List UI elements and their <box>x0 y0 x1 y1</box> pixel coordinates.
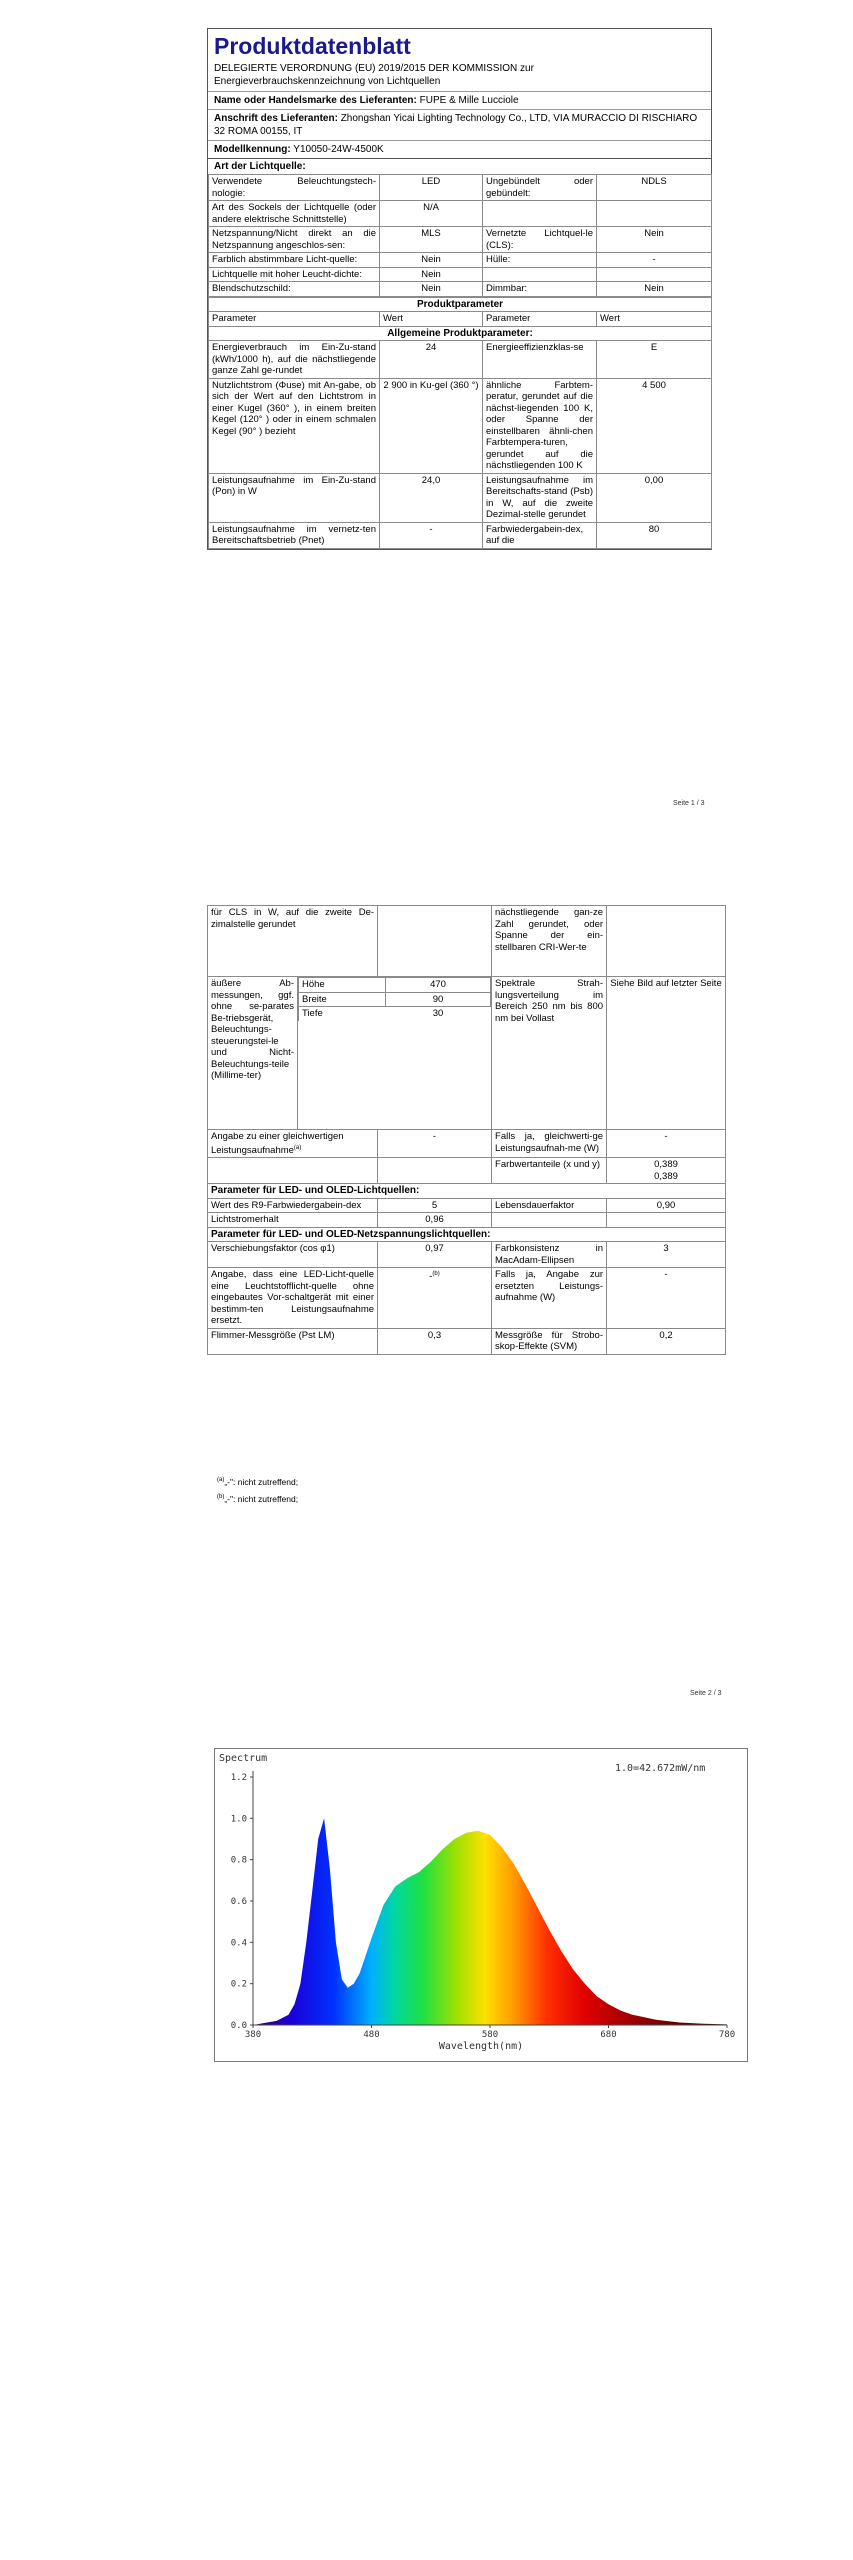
table-row <box>209 341 712 379</box>
param-value: 0,90 <box>607 1198 726 1213</box>
table-row <box>209 253 712 268</box>
param-label <box>483 201 597 227</box>
x-tick-label: 780 <box>718 2030 736 2040</box>
x-tick-label: 580 <box>481 2030 499 2040</box>
x-tick-label: 480 <box>363 2030 380 2040</box>
param-value: 2 900 in Ku-gel (360 °) <box>380 378 483 473</box>
param-label: Art des Sockels der Lichtquelle (oder andere elektrische Schnittstelle) <box>209 201 380 227</box>
supplier-address-value: Zhongshan Yicai Lighting Technology Co., LTD, VIA MURACCIO DI RISCHIARO 32 ROMA 00155, IT <box>214 113 698 137</box>
table-row <box>209 201 712 227</box>
dimension-label: Tiefe <box>299 1007 386 1021</box>
dimensions-label: äußere Ab-messungen, ggf. ohne se-parates Be-triebsgerät, Beleuchtungs-steuerungstei-le und Nicht-Beleuchtungs-teile (Millime-ter) <box>208 977 298 1130</box>
param-label: Dimmbar: <box>483 282 597 297</box>
table-row <box>209 175 712 201</box>
footnote-text: „-": nicht zutreffend; <box>224 1494 299 1504</box>
dimension-value: 30 <box>432 1008 444 1019</box>
spectrum-chart-svg <box>215 1749 747 2061</box>
table-row <box>209 282 712 297</box>
param-label: Nutzlichtstrom (Φuse) mit An-gabe, ob sich der Wert auf den Lichtstrom in einer Kugel (360° ), in einem breiten Kegel (120° ) oder in einem schmalen Kegel (90° ) bezieht <box>209 378 380 473</box>
param-value: Nein <box>380 253 483 268</box>
param-value: 3 <box>607 1242 726 1268</box>
empty-cell <box>378 1158 492 1184</box>
spectral-distribution-value: Siehe Bild auf letzter Seite <box>607 977 726 1130</box>
equivalent-power-label <box>208 1130 378 1158</box>
regulation-text <box>208 62 711 91</box>
equivalent-power-value: - <box>378 1130 492 1158</box>
footnote-text: „-": nicht zutreffend; <box>224 1477 299 1487</box>
section-heading: Allgemeine Produktparameter: <box>209 326 712 341</box>
y-tick-label: 0.6 <box>230 1897 247 1907</box>
param-value: Nein <box>597 282 712 297</box>
dimension-value: 90 <box>386 992 491 1007</box>
param-value: - <box>607 1268 726 1329</box>
param-value: 5 <box>378 1198 492 1213</box>
param-label: Lichtstromerhalt <box>208 1213 378 1228</box>
param-label: Hülle: <box>483 253 597 268</box>
page-1 <box>0 0 853 830</box>
param-label: Lebensdauerfaktor <box>492 1198 607 1213</box>
param-value: Nein <box>380 282 483 297</box>
table-row <box>208 1227 726 1242</box>
footnote-marker: (b) <box>432 1271 440 1278</box>
product-parameters-table <box>208 297 712 549</box>
table-row <box>208 906 726 977</box>
param-value: E <box>597 341 712 379</box>
supplier-name-value: FUPE & Mille Lucciole <box>419 95 519 106</box>
chromaticity-y: 0,389 <box>654 1170 678 1182</box>
param-value: 24,0 <box>380 473 483 522</box>
dimensions-cell <box>298 977 492 1130</box>
x-tick-label: 680 <box>600 2030 617 2040</box>
param-label: Lichtquelle mit hoher Leucht-dichte: <box>209 267 380 282</box>
chromaticity-x: 0,389 <box>654 1159 678 1171</box>
table-row <box>208 1213 726 1228</box>
param-label: Farblich abstimmbare Licht-quelle: <box>209 253 380 268</box>
param-value: 0,96 <box>378 1213 492 1228</box>
table-row <box>209 297 712 312</box>
table-row <box>208 1268 726 1329</box>
spectrum-chart <box>214 1748 748 2062</box>
param-value: 80 <box>597 522 712 548</box>
param-label: Energieeffizienzklas-se <box>483 341 597 379</box>
y-tick-label: 0.0 <box>230 2021 247 2031</box>
param-label: nächstliegende gan-ze Zahl gerundet, oder Spanne der ein-stellbaren CRI-Wer-te <box>492 906 607 977</box>
table-row <box>209 473 712 522</box>
param-value: - <box>597 253 712 268</box>
dimensions-table <box>298 977 491 1021</box>
model-row <box>208 140 711 158</box>
model-label: Modellkennung: <box>214 144 291 155</box>
light-source-type-table <box>208 174 712 297</box>
dimension-row <box>299 992 491 1007</box>
section-heading: Parameter für LED- und OLED-Lichtquellen: <box>208 1184 726 1199</box>
table-row <box>208 1184 726 1199</box>
param-label: Messgröße für Strobo-skop-Effekte (SVM) <box>492 1328 607 1354</box>
table-row <box>209 326 712 341</box>
chromaticity-values <box>607 1158 726 1184</box>
param-label: für CLS in W, auf die zweite De-zimalstelle gerundet <box>208 906 378 977</box>
light-source-type-heading: Art der Lichtquelle: <box>208 158 711 174</box>
param-value: 4 500 <box>597 378 712 473</box>
y-tick-label: 0.4 <box>230 1938 247 1949</box>
table-row <box>209 267 712 282</box>
table-row <box>208 1328 726 1354</box>
param-label: Falls ja, Angabe zur ersetzten Leistungs-aufnahme (W) <box>492 1268 607 1329</box>
param-label: Flimmer-Messgröße (Pst LM) <box>208 1328 378 1354</box>
param-label: Farbkonsistenz in MacAdam-Ellipsen <box>492 1242 607 1268</box>
dimension-label: Höhe <box>299 978 386 993</box>
param-label: Blendschutzschild: <box>209 282 380 297</box>
x-axis-label: Wavelength(nm) <box>438 2041 524 2052</box>
param-label: Angabe, dass eine LED-Licht-quelle eine Leuchtstofflicht-quelle ohne eingebautes Vor-schaltgerät mit einer bestimm-ten Leistungsaufnahme ersetzt. <box>208 1268 378 1329</box>
param-value: 0,3 <box>378 1328 492 1354</box>
table-row <box>208 977 726 1130</box>
param-value <box>597 267 712 282</box>
page-number: Seite 1 / 3 <box>673 800 705 807</box>
x-tick-label: 380 <box>244 2030 262 2040</box>
param-value <box>597 201 712 227</box>
y-tick-label: 0.2 <box>230 1979 247 1990</box>
section-heading: Parameter für LED- und OLED-Netzspannungslichtquellen: <box>208 1227 726 1242</box>
column-header: Wert <box>380 312 483 327</box>
document-title: Produktdatenblatt <box>214 33 411 59</box>
table-row <box>208 1242 726 1268</box>
regulation-line-1: DELEGIERTE VERORDNUNG (EU) 2019/2015 DER KOMMISSION zur <box>214 63 534 74</box>
y-tick-label: 0.8 <box>230 1855 247 1866</box>
param-label: Energieverbrauch im Ein-Zu-stand (kWh/1000 h), auf die nächstliegende ganze Zahl ge-rundet <box>209 341 380 379</box>
equivalent-power-right-value: - <box>607 1130 726 1158</box>
model-value: Y10050-24W-4500K <box>293 144 384 155</box>
param-label: Wert des R9-Farbwiedergabein-dex <box>208 1198 378 1213</box>
chart-annotation: 1.0=42.672mW/nm <box>615 1763 706 1774</box>
product-data-sheet <box>207 28 712 550</box>
table-header-row <box>209 312 712 327</box>
dimension-row <box>299 978 491 993</box>
table-row <box>208 1198 726 1213</box>
chart-title: Spectrum <box>219 1753 268 1764</box>
equivalent-power-text: Angabe zu einer gleichwertigen Leistungsaufnahme <box>211 1131 344 1156</box>
param-label: Netzspannung/Nicht direkt an die Netzspannung angeschlos-sen: <box>209 227 380 253</box>
continued-parameters-table <box>207 905 726 1355</box>
param-value <box>378 906 492 977</box>
supplier-address-row <box>208 109 711 140</box>
param-value: 24 <box>380 341 483 379</box>
chromaticity-label: Farbwertanteile (x und y) <box>492 1158 607 1184</box>
footnote-a <box>217 1477 298 1487</box>
supplier-address-label: Anschrift des Lieferanten: <box>214 113 338 124</box>
equivalent-power-right-label: Falls ja, gleichwerti-ge Leistungsaufnah-me (W) <box>492 1130 607 1158</box>
column-header: Parameter <box>483 312 597 327</box>
param-value: Nein <box>380 267 483 282</box>
param-value <box>378 1268 492 1329</box>
param-label: Ungebündelt oder gebündelt: <box>483 175 597 201</box>
param-value: 0,00 <box>597 473 712 522</box>
param-label: Verwendete Beleuchtungstech-nologie: <box>209 175 380 201</box>
param-label: Vernetzte Lichtquel-le (CLS): <box>483 227 597 253</box>
y-tick-label: 1.2 <box>230 1773 247 1783</box>
table-row <box>209 227 712 253</box>
replace-value: - <box>429 1271 433 1283</box>
spectrum-area <box>253 1818 727 2025</box>
section-heading: Produktparameter <box>209 297 712 312</box>
page-2 <box>0 880 853 1730</box>
column-header: Parameter <box>209 312 380 327</box>
footnote-marker: (a) <box>217 1477 225 1484</box>
footnote-marker: (b) <box>217 1494 225 1501</box>
param-value: LED <box>380 175 483 201</box>
param-label: Leistungsaufnahme im Bereitschafts-stand (Psb) in W, auf die zweite Dezimal-stelle gerundet <box>483 473 597 522</box>
y-tick-label: 1.0 <box>230 1814 247 1825</box>
param-value: MLS <box>380 227 483 253</box>
empty-cell <box>208 1158 378 1184</box>
dimension-row <box>299 1007 491 1021</box>
dimension-value: 470 <box>386 978 491 993</box>
empty-cell <box>492 1213 607 1228</box>
param-label: ähnliche Farbtem-peratur, gerundet auf die nächst-liegenden 100 K, oder Spanne der einstellbaren ähnli-chen Farbtempera-turen, gerundet auf die nächstliegenden 100 K <box>483 378 597 473</box>
footnote-marker: (a) <box>293 1144 302 1151</box>
supplier-name-row <box>208 91 711 109</box>
param-label: Verschiebungsfaktor (cos φ1) <box>208 1242 378 1268</box>
footnote-b <box>217 1494 298 1504</box>
empty-cell <box>607 1213 726 1228</box>
param-label <box>483 267 597 282</box>
param-value <box>607 906 726 977</box>
param-value: 0,2 <box>607 1328 726 1354</box>
table-row <box>208 1130 726 1158</box>
table-row <box>208 1158 726 1184</box>
column-header: Wert <box>597 312 712 327</box>
table-row <box>209 378 712 473</box>
param-label: Leistungsaufnahme im Ein-Zu-stand (Pon) in W <box>209 473 380 522</box>
page-number: Seite 2 / 3 <box>690 1690 722 1697</box>
product-data-sheet-continued <box>207 905 725 1355</box>
param-label: Farbwiedergabein-dex, auf die <box>483 522 597 548</box>
param-value: Nein <box>597 227 712 253</box>
param-value: - <box>380 522 483 548</box>
table-row <box>209 522 712 548</box>
supplier-name-label: Name oder Handelsmarke des Lieferanten: <box>214 95 417 106</box>
param-value: N/A <box>380 201 483 227</box>
param-label: Leistungsaufnahme im vernetz-ten Bereitschaftsbetrieb (Pnet) <box>209 522 380 548</box>
param-value: 0,97 <box>378 1242 492 1268</box>
spectral-distribution-label: Spektrale Strah-lungsverteilung im Bereich 250 nm bis 800 nm bei Vollast <box>492 977 607 1130</box>
regulation-line-2: Energieverbrauchskennzeichnung von Lichtquellen <box>214 76 441 87</box>
dimension-label: Breite <box>299 992 386 1007</box>
param-value: NDLS <box>597 175 712 201</box>
